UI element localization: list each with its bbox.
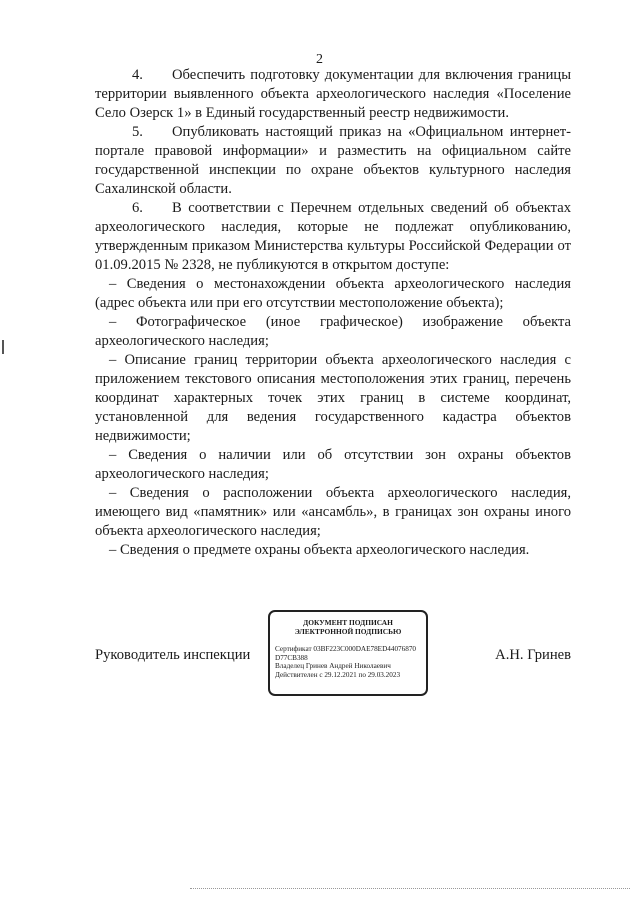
stamp-title-line2: ЭЛЕКТРОННОЙ ПОДПИСЬЮ (294, 627, 402, 636)
paragraph-text: Обеспечить подготовку документации для включения границы территории выявленного объекта археологического наследия «Поселение Село Озерск 1» в Единый государственный реестр недвижимости. (95, 67, 571, 121)
page-number: 2 (316, 52, 323, 67)
stamp-title-line1: ДОКУМЕНТ ПОДПИСАН (303, 618, 393, 627)
list-item: – Сведения о местонахождении объекта археологического наследия (адрес объекта или при его отсутствии местоположение объекта); (95, 276, 571, 311)
paragraph-number: 4. (132, 67, 143, 83)
stamp-validity: Действителен с 29.12.2021 по 29.03.2023 (275, 670, 401, 679)
document-body (95, 66, 571, 560)
paragraph-number: 6. (132, 200, 143, 216)
paragraph-text: В соответствии с Перечнем отдельных сведений об объектах археологического наследия, которые не подлежат опубликованию, утвержденным приказом Министерства культуры Российской Федерации от 01.09.2015 № 2328, не публикуются в открытом доступе: (95, 200, 571, 273)
list-item: – Сведения о предмете охраны объекта археологического наследия. (109, 542, 530, 558)
signer-position: Руководитель инспекции (95, 647, 251, 663)
electronic-signature-stamp (268, 610, 428, 696)
scan-bottom-line (190, 888, 630, 889)
stamp-owner: Владелец Гринев Андрей Николаевич (275, 662, 391, 671)
stamp-title (275, 618, 421, 636)
paragraph-text: Опубликовать настоящий приказ на «Официальном интернет-портале правовой информации» и разместить на официальном сайте государственной инспекции по охране объектов культурного наследия Сахалинской области. (95, 124, 571, 197)
paragraph-6 (95, 199, 571, 275)
list-item: – Описание границ территории объекта археологического наследия с приложением текстового описания местоположения этих границ, перечень координат характерных точек этих границ в системе координат, установленной для ведения государственного кадастра объектов недвижимости; (95, 352, 571, 444)
signature-block (95, 610, 571, 700)
stamp-certificate: Сертификат 03BF223C000DAE78ED44076870D77CB388 (275, 645, 417, 662)
scan-edge-mark (2, 340, 4, 354)
signer-name: А.Н. Гринев (495, 647, 571, 663)
list-item: – Сведения о наличии или об отсутствии зон охраны объектов археологического наследия; (95, 447, 571, 482)
list-item: – Фотографическое (иное графическое) изображение объекта археологического наследия; (95, 314, 571, 349)
paragraph-number: 5. (132, 124, 143, 140)
paragraph-5 (95, 123, 571, 199)
list-item: – Сведения о расположении объекта археологического наследия, имеющего вид «памятник» или «ансамбль», в границах зон охраны иного объекта археологического наследия; (95, 485, 571, 539)
paragraph-4 (95, 66, 571, 123)
